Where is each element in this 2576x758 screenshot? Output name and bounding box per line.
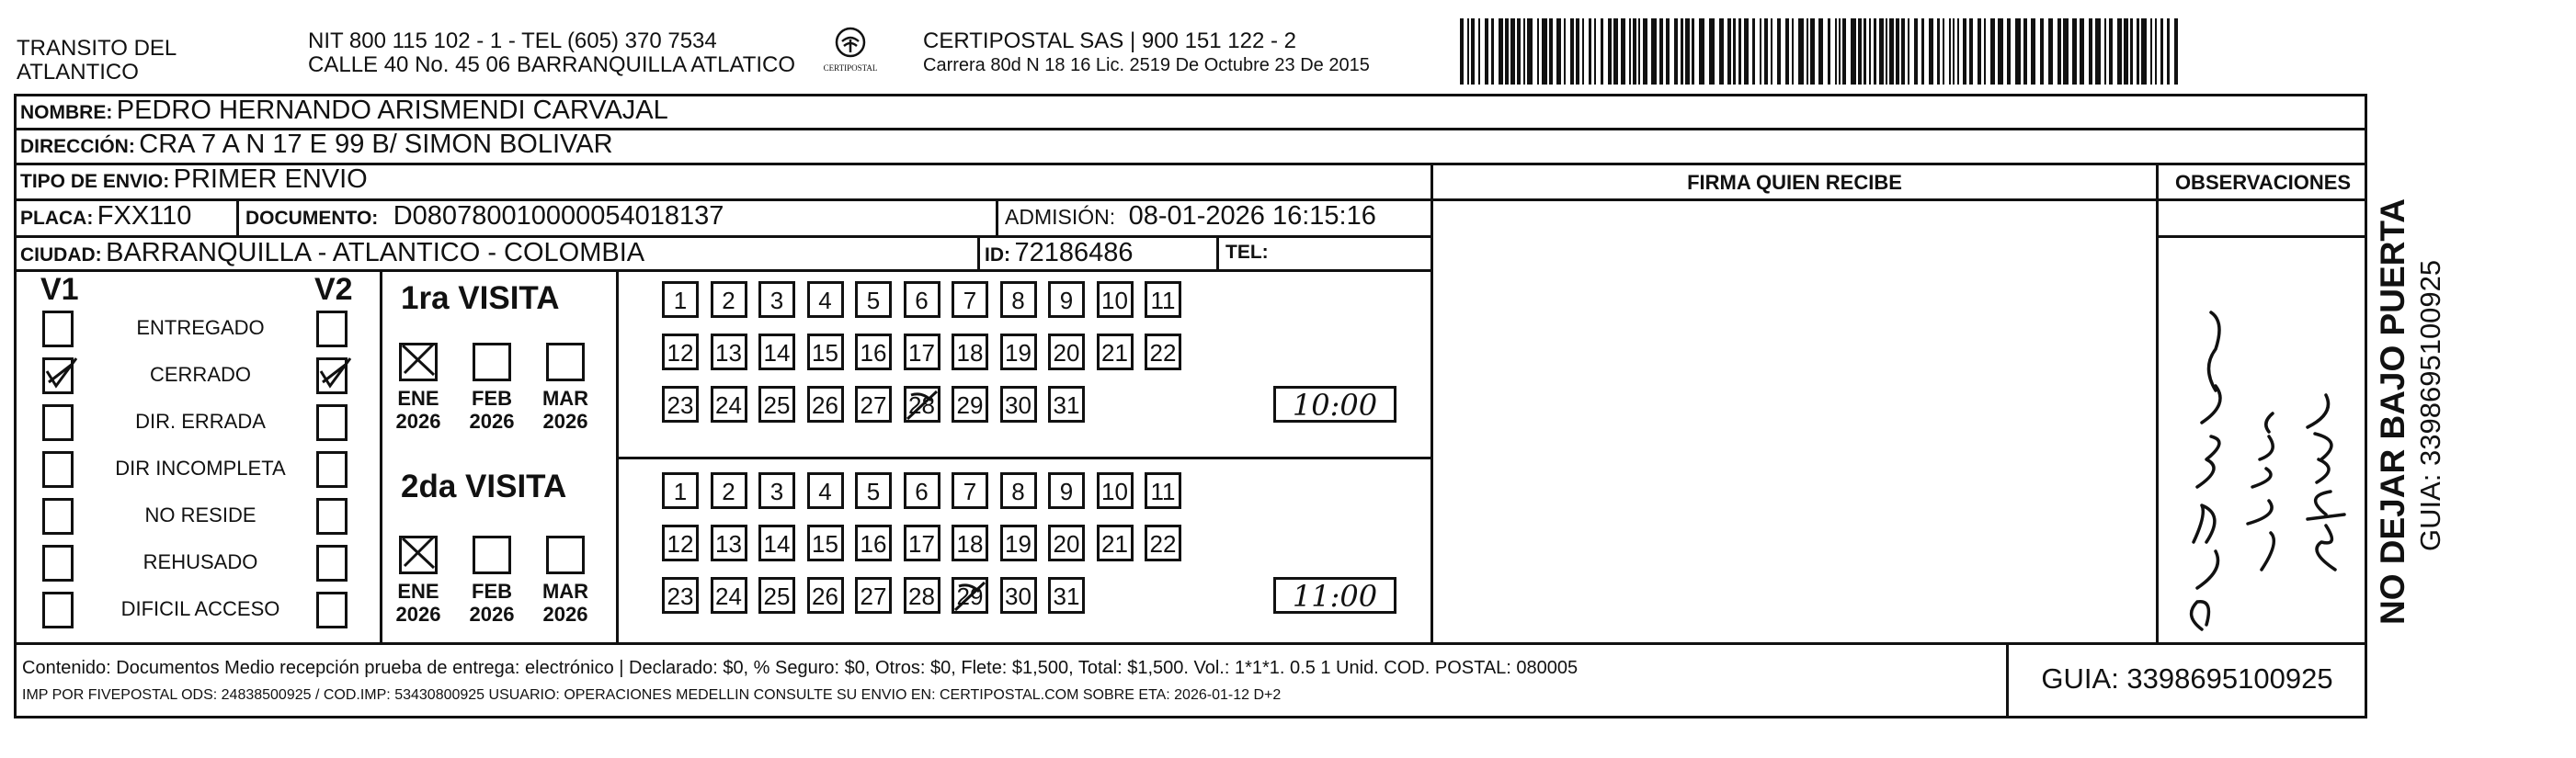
status-label: DIFICIL ACCESO	[120, 597, 280, 620]
barcode-bar	[1485, 18, 1488, 85]
barcode-bar	[2109, 18, 2113, 85]
barcode-bar	[1752, 18, 1755, 85]
agency-name: TRANSITO DEL ATLANTICO	[17, 36, 177, 85]
month-label: FEB	[472, 580, 512, 603]
day-box[interactable]: 21	[1097, 334, 1134, 370]
placa-row: PLACA: FXX110	[20, 201, 192, 231]
barcode-bar	[2167, 18, 2170, 85]
footer-contenido: Contenido: Documentos Medio recepción prueba de entrega: electrónico | Declarado: $0, % Seguro: $0, Otros: $0, Flete: $1,500, Total: $1,500. Vol.: 1*1*1. 0.5 1 Unid. COD. POSTAL: 080005	[22, 658, 1579, 678]
barcode-bar	[1570, 18, 1574, 85]
v2-checkbox[interactable]	[316, 404, 348, 441]
day-box[interactable]: 25	[758, 577, 795, 614]
v2-checkbox[interactable]	[316, 545, 348, 582]
second-visit-title: 2da VISITA	[401, 469, 567, 504]
day-box[interactable]: 29	[952, 386, 988, 423]
month-checkbox[interactable]	[546, 343, 585, 381]
barcode-bar	[1594, 18, 1596, 85]
day-box[interactable]: 14	[758, 525, 795, 561]
month-checkbox[interactable]	[473, 343, 511, 381]
year-label: 2026	[395, 603, 441, 626]
day-box[interactable]: 7	[952, 472, 988, 509]
day-box[interactable]: 29	[952, 577, 988, 614]
day-box[interactable]: 16	[855, 334, 892, 370]
barcode-bar	[1517, 18, 1521, 85]
nombre-row: NOMBRE: PEDRO HERNANDO ARISMENDI CARVAJAL	[20, 96, 668, 125]
day-box[interactable]: 30	[1000, 386, 1037, 423]
barcode-bar	[1681, 18, 1683, 85]
barcode-bar	[1564, 18, 1566, 85]
barcode-bar	[1889, 18, 1894, 85]
day-box[interactable]: 15	[807, 334, 844, 370]
day-box[interactable]: 2	[711, 472, 747, 509]
barcode-bar	[1818, 18, 1823, 85]
barcode-bar	[1460, 18, 1464, 85]
barcode-bar	[1471, 18, 1475, 85]
barcode-bar	[2048, 18, 2053, 85]
day-box[interactable]: 2	[711, 281, 747, 318]
day-box[interactable]: 5	[855, 472, 892, 509]
barcode-bar	[1633, 18, 1636, 85]
barcode-bar	[1638, 18, 1640, 85]
month-label: MAR	[541, 387, 589, 410]
barcode-bar	[2072, 18, 2077, 85]
v1-checkbox[interactable]	[42, 311, 74, 347]
barcode-bar	[2141, 18, 2147, 85]
barcode-bar	[1549, 18, 1553, 85]
status-label: DIR INCOMPLETA	[115, 457, 286, 480]
barcode-bar	[1943, 18, 1944, 85]
id-row: ID: 72186486	[985, 238, 1134, 267]
barcode-bar	[1839, 18, 1841, 85]
day-box[interactable]: 12	[662, 334, 699, 370]
status-label: CERRADO	[149, 363, 251, 386]
day-box[interactable]: 22	[1145, 525, 1181, 561]
barcode-bar	[1921, 18, 1924, 85]
day-box[interactable]: 17	[904, 525, 940, 561]
day-box[interactable]: 5	[855, 281, 892, 318]
barcode-bar	[1764, 18, 1768, 85]
day-box[interactable]: 22	[1145, 334, 1181, 370]
barcode-bar	[1908, 18, 1909, 85]
barcode-bar	[1744, 18, 1749, 85]
barcode-bar	[1523, 18, 1525, 85]
day-box[interactable]: 31	[1048, 577, 1085, 614]
barcode-bar	[1760, 18, 1761, 85]
barcode-bar	[1792, 18, 1794, 85]
month-checkbox[interactable]	[546, 536, 585, 574]
day-box[interactable]: 30	[1000, 577, 1037, 614]
barcode-bar	[1949, 18, 1951, 85]
barcode-bar	[1505, 18, 1509, 85]
barcode-bar	[1589, 18, 1591, 85]
v2-label: V2	[314, 272, 353, 307]
day-box[interactable]: 23	[662, 386, 699, 423]
firma-header: FIRMA QUIEN RECIBE	[1687, 171, 1902, 194]
barcode-bar	[1556, 18, 1561, 85]
day-box[interactable]: 28	[904, 386, 940, 423]
strike-mark-icon	[952, 577, 988, 614]
direccion-value: CRA 7 A N 17 E 99 B/ SIMON BOLIVAR	[139, 130, 613, 159]
barcode-bar	[1601, 18, 1603, 85]
barcode-bar	[1666, 18, 1670, 85]
barcode-bar	[2057, 18, 2061, 85]
tipo-envio-value: PRIMER ENVIO	[173, 164, 368, 194]
barcode-bar	[1785, 18, 1789, 85]
day-box[interactable]: 21	[1097, 525, 1134, 561]
ciudad-value: BARRANQUILLA - ATLANTICO - COLOMBIA	[106, 238, 645, 267]
day-box[interactable]: 10	[1097, 281, 1134, 318]
check-mark-icon	[315, 355, 352, 391]
barcode-bar	[2137, 18, 2139, 85]
admision-value: 08-01-2026 16:15:16	[1128, 201, 1376, 231]
month-year	[391, 387, 446, 433]
barcode-bar	[2124, 18, 2128, 85]
barcode-bar	[1576, 18, 1579, 85]
barcode-bar	[2015, 18, 2021, 85]
barcode-bar	[1835, 18, 1837, 85]
barcode-bar	[1963, 18, 1966, 85]
v1-checkbox[interactable]	[42, 404, 74, 441]
barcode-bar	[1957, 18, 1959, 85]
barcode-bar	[1990, 18, 1995, 85]
barcode-bar	[1886, 18, 1887, 85]
barcode-bar	[1659, 18, 1663, 85]
barcode-bar	[1858, 18, 1862, 85]
day-box[interactable]: 1	[662, 281, 699, 318]
courier-info: CERTIPOSTAL SAS | 900 151 122 - 2 Carrera 80d N 18 16 Lic. 2519 De Octubre 23 De 2015	[923, 28, 1370, 75]
day-box[interactable]: 28	[904, 577, 940, 614]
status-label: REHUSADO	[142, 550, 258, 573]
barcode-bar	[1582, 18, 1584, 85]
direccion-row: DIRECCIÓN: CRA 7 A N 17 E 99 B/ SIMON BOLIVAR	[20, 130, 613, 159]
day-box[interactable]: 4	[807, 281, 844, 318]
barcode-bar	[1467, 18, 1469, 85]
day-box[interactable]: 14	[758, 334, 795, 370]
barcode-bar	[2023, 18, 2027, 85]
day-box[interactable]: 4	[807, 472, 844, 509]
day-box[interactable]: 12	[662, 525, 699, 561]
side-guia: GUIA: 3398695100925	[2414, 259, 2446, 551]
barcode-bar	[1937, 18, 1940, 85]
year-label: 2026	[469, 603, 515, 626]
observaciones-header: OBSERVACIONES	[2174, 171, 2352, 194]
barcode-bar	[1699, 18, 1704, 85]
documento-value: D080780010000054018137	[393, 201, 724, 231]
day-box[interactable]: 19	[1000, 334, 1037, 370]
day-box[interactable]: 1	[662, 472, 699, 509]
status-label: DIR. ERRADA	[135, 410, 266, 433]
barcode-bar	[1842, 18, 1846, 85]
day-box[interactable]: 6	[904, 472, 940, 509]
day-box[interactable]: 19	[1000, 525, 1037, 561]
day-box[interactable]: 3	[758, 281, 795, 318]
barcode-bar	[2117, 18, 2122, 85]
year-label: 2026	[542, 603, 588, 626]
barcode-bar	[1810, 18, 1815, 85]
day-box[interactable]: 13	[711, 334, 747, 370]
month-label: MAR	[541, 580, 589, 603]
day-box[interactable]: 11	[1145, 472, 1181, 509]
barcode-bar	[2155, 18, 2157, 85]
v1-checkbox[interactable]	[42, 592, 74, 628]
agency-contact: NIT 800 115 102 - 1 - TEL (605) 370 7534 CALLE 40 No. 45 06 BARRANQUILLA ATLATICO	[308, 28, 796, 77]
barcode-bar	[1929, 18, 1933, 85]
barcode-bar	[1674, 18, 1678, 85]
barcode-bar	[1491, 18, 1494, 85]
v1-checkbox[interactable]	[42, 498, 74, 535]
month-label: FEB	[472, 387, 512, 410]
v2-checkbox[interactable]	[316, 592, 348, 628]
day-box[interactable]: 27	[855, 386, 892, 423]
barcode-bar	[1998, 18, 2003, 85]
barcode-bar	[2095, 18, 2101, 85]
barcode-bar	[1869, 18, 1871, 85]
day-box[interactable]: 15	[807, 525, 844, 561]
barcode-bar	[2040, 18, 2044, 85]
month-year	[538, 387, 593, 433]
barcode-bar	[1685, 18, 1690, 85]
barcode-bar	[1798, 18, 1804, 85]
barcode-bar	[2174, 18, 2178, 85]
certipostal-logo: CERTIPOSTAL	[809, 26, 892, 73]
x-mark-icon	[399, 340, 438, 379]
barcode-bar	[1738, 18, 1741, 85]
day-box[interactable]: 8	[1000, 472, 1037, 509]
day-box[interactable]: 31	[1048, 386, 1085, 423]
day-box[interactable]: 11	[1145, 281, 1181, 318]
v1-label: V1	[40, 272, 79, 307]
barcode-bar	[1621, 18, 1625, 85]
barcode-bar	[1643, 18, 1647, 85]
day-box[interactable]: 20	[1048, 334, 1085, 370]
barcode-bar	[1953, 18, 1955, 85]
month-year	[538, 580, 593, 626]
time-box[interactable]: 10:00	[1273, 386, 1396, 423]
barcode-bar	[1692, 18, 1694, 85]
day-box[interactable]: 9	[1048, 281, 1085, 318]
barcode-bar	[1727, 18, 1731, 85]
id-value: 72186486	[1014, 238, 1134, 267]
barcode-bar	[2007, 18, 2011, 85]
barcode-bar	[1771, 18, 1772, 85]
barcode-bar	[1629, 18, 1631, 85]
day-box[interactable]: 23	[662, 577, 699, 614]
barcode-bar	[1969, 18, 1973, 85]
ciudad-row: CIUDAD: BARRANQUILLA - ATLANTICO - COLOMBIA	[20, 238, 645, 267]
barcode-bar	[1499, 18, 1503, 85]
month-label: ENE	[397, 387, 439, 410]
day-box[interactable]: 7	[952, 281, 988, 318]
day-box[interactable]: 27	[855, 577, 892, 614]
footer-guia: GUIA: 3398695100925	[2041, 662, 2333, 695]
tipo-envio-row: TIPO DE ENVIO: PRIMER ENVIO	[20, 164, 368, 194]
check-mark-icon	[41, 355, 78, 391]
month-checkbox[interactable]	[473, 536, 511, 574]
barcode-bar	[1613, 18, 1618, 85]
logo-icon	[832, 26, 869, 59]
day-box[interactable]: 17	[904, 334, 940, 370]
barcode-bar	[1896, 18, 1899, 85]
day-box[interactable]: 13	[711, 525, 747, 561]
year-label: 2026	[395, 410, 441, 433]
tel-row: TEL:	[1225, 242, 1269, 263]
v1-checkbox[interactable]	[42, 357, 74, 394]
day-box[interactable]: 16	[855, 525, 892, 561]
barcode-bar	[2031, 18, 2035, 85]
day-box[interactable]: 18	[952, 334, 988, 370]
barcode	[1460, 18, 2186, 85]
barcode-bar	[1608, 18, 1612, 85]
month-label: ENE	[397, 580, 439, 603]
placa-value: FXX110	[97, 201, 192, 231]
v2-checkbox[interactable]	[316, 311, 348, 347]
day-box[interactable]: 26	[807, 577, 844, 614]
v2-checkbox[interactable]	[316, 357, 348, 394]
barcode-bar	[1709, 18, 1715, 85]
day-box[interactable]: 24	[711, 577, 747, 614]
day-box[interactable]: 18	[952, 525, 988, 561]
status-label: NO RESIDE	[144, 503, 256, 526]
barcode-bar	[1537, 18, 1539, 85]
day-box[interactable]: 8	[1000, 281, 1037, 318]
barcode-bar	[1978, 18, 1981, 85]
footer-imp: IMP POR FIVEPOSTAL ODS: 24838500925 / COD.IMP: 53430800925 USUARIO: OPERACIONES MEDELLIN CONSULTE SU ENVIO EN: CERTIPOSTAL.COM SOBRE ETA: 2026-01-12 D+2	[22, 687, 1282, 703]
first-visit-title: 1ra VISITA	[401, 280, 560, 316]
month-year	[391, 580, 446, 626]
v2-checkbox[interactable]	[316, 451, 348, 488]
v1-checkbox[interactable]	[42, 545, 74, 582]
barcode-bar	[2130, 18, 2133, 85]
strike-mark-icon	[904, 386, 940, 423]
barcode-bar	[1914, 18, 1918, 85]
barcode-bar	[1733, 18, 1736, 85]
barcode-bar	[1879, 18, 1884, 85]
barcode-bar	[2063, 18, 2069, 85]
day-box[interactable]: 26	[807, 386, 844, 423]
barcode-bar	[2104, 18, 2106, 85]
barcode-bar	[2150, 18, 2152, 85]
no-dejar-bajo-puerta: NO DEJAR BAJO PUERTA	[2374, 198, 2411, 625]
day-box[interactable]: 6	[904, 281, 940, 318]
x-mark-icon	[399, 533, 438, 571]
day-box[interactable]: 9	[1048, 472, 1085, 509]
day-box[interactable]: 3	[758, 472, 795, 509]
admision-row: ADMISIÓN: 08-01-2026 16:15:16	[1005, 201, 1376, 231]
signature-area	[1434, 202, 2155, 643]
barcode-bar	[1478, 18, 1480, 85]
barcode-bar	[1719, 18, 1724, 85]
v2-checkbox[interactable]	[316, 498, 348, 535]
observaciones-handwriting	[2160, 239, 2366, 643]
barcode-bar	[1651, 18, 1657, 85]
time-box[interactable]: 11:00	[1273, 577, 1396, 614]
v1-checkbox[interactable]	[42, 451, 74, 488]
observaciones-area	[2160, 239, 2366, 643]
barcode-bar	[1510, 18, 1515, 85]
month-checkbox[interactable]	[399, 536, 438, 574]
status-label: ENTREGADO	[136, 316, 265, 339]
barcode-bar	[1828, 18, 1830, 85]
barcode-bar	[1851, 18, 1856, 85]
barcode-bar	[1901, 18, 1905, 85]
barcode-bar	[1527, 18, 1533, 85]
day-box[interactable]: 20	[1048, 525, 1085, 561]
month-year	[464, 580, 519, 626]
barcode-bar	[2089, 18, 2092, 85]
barcode-bar	[1864, 18, 1866, 85]
day-box[interactable]: 25	[758, 386, 795, 423]
day-box[interactable]: 24	[711, 386, 747, 423]
year-label: 2026	[542, 410, 588, 433]
year-label: 2026	[469, 410, 515, 433]
barcode-bar	[1807, 18, 1808, 85]
barcode-bar	[1874, 18, 1876, 85]
barcode-bar	[2080, 18, 2084, 85]
documento-row: DOCUMENTO: D080780010000054018137	[245, 201, 724, 231]
barcode-bar	[1777, 18, 1781, 85]
nombre-value: PEDRO HERNANDO ARISMENDI CARVAJAL	[116, 96, 668, 125]
month-checkbox[interactable]	[399, 343, 438, 381]
barcode-bar	[1984, 18, 1986, 85]
day-box[interactable]: 10	[1097, 472, 1134, 509]
month-year	[464, 387, 519, 433]
barcode-bar	[1542, 18, 1547, 85]
barcode-bar	[2160, 18, 2163, 85]
